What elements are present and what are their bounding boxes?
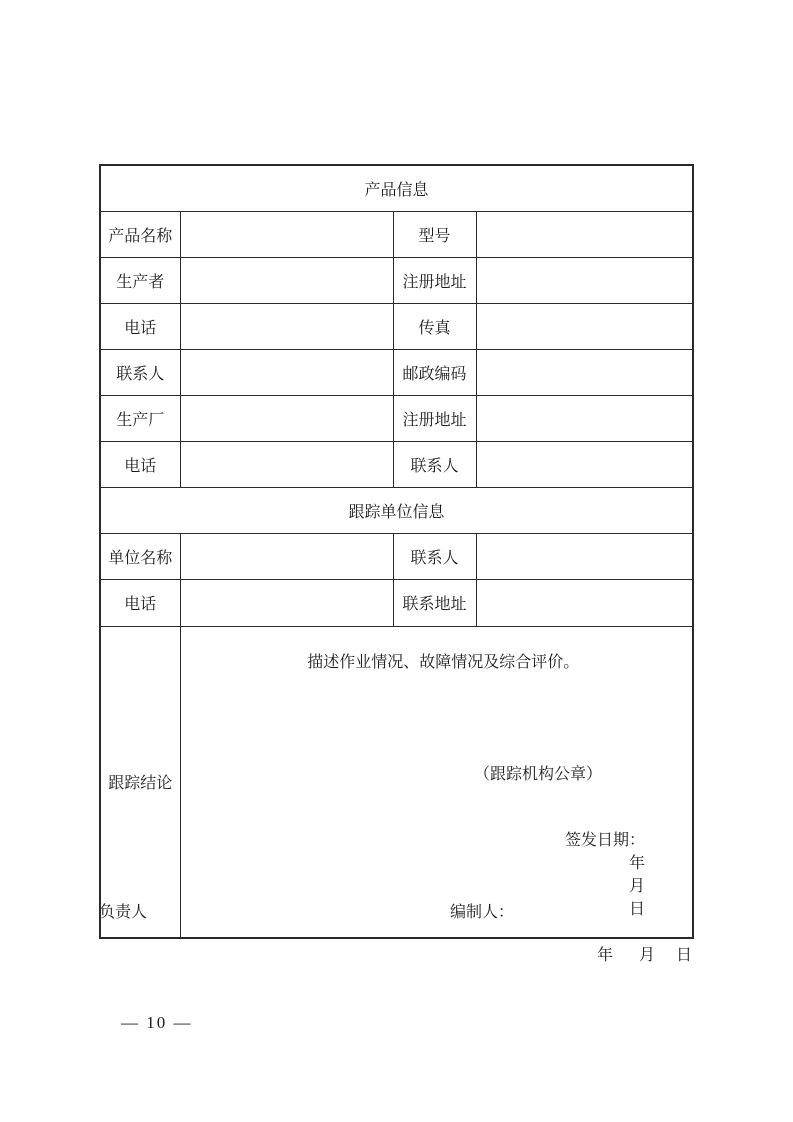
compiler-label: 编制人： bbox=[450, 904, 515, 921]
cell-label-factory-contact: 联系人 bbox=[393, 441, 476, 487]
cell-label-contact-address: 联系地址 bbox=[393, 579, 476, 626]
cell-value-factory-phone bbox=[180, 441, 393, 487]
conclusion-description: 描述作业情况、故障情况及综合评价。 bbox=[307, 653, 580, 671]
cell-label-product-name: 产品名称 bbox=[100, 211, 180, 257]
table-row bbox=[100, 349, 693, 395]
cell-label-producer: 生产者 bbox=[100, 257, 180, 303]
cell-value-tracking-conclusion bbox=[180, 626, 693, 938]
cell-value-contact bbox=[180, 349, 393, 395]
cell-value-phone bbox=[180, 303, 393, 349]
cell-value-producer bbox=[180, 257, 393, 303]
cell-label-tracking-conclusion: 跟踪结论 bbox=[100, 626, 180, 938]
section-row-tracking-unit-info bbox=[100, 487, 693, 533]
cell-value-postal-code bbox=[476, 349, 693, 395]
issue-date-label: 签发日期： bbox=[565, 831, 646, 849]
cell-label-unit-phone: 电话 bbox=[100, 579, 180, 626]
product-info-table bbox=[99, 164, 694, 939]
responsible-person-label: 负责人 bbox=[99, 904, 148, 921]
issue-date-line bbox=[181, 809, 693, 937]
cell-label-postal-code: 邮政编码 bbox=[393, 349, 476, 395]
section-row-product-info bbox=[100, 165, 693, 211]
cell-label-fax: 传真 bbox=[393, 303, 476, 349]
cell-value-registered-address bbox=[476, 257, 693, 303]
cell-value-factory-registered-address bbox=[476, 395, 693, 441]
day-label: 日 bbox=[629, 900, 646, 918]
cell-label-factory-registered-address: 注册地址 bbox=[393, 395, 476, 441]
cell-value-model bbox=[476, 211, 693, 257]
cell-value-fax bbox=[476, 303, 693, 349]
footer-date-line bbox=[597, 942, 692, 965]
month-label: 月 bbox=[639, 947, 656, 964]
table-row bbox=[100, 303, 693, 349]
cell-value-unit-name bbox=[180, 533, 393, 579]
cell-label-registered-address: 注册地址 bbox=[393, 257, 476, 303]
page-number: — 10 — bbox=[121, 1013, 193, 1032]
table-row bbox=[100, 533, 693, 579]
cell-value-factory bbox=[180, 395, 393, 441]
table-row-conclusion bbox=[100, 626, 693, 938]
cell-value-unit-contact bbox=[476, 533, 693, 579]
cell-value-unit-phone bbox=[180, 579, 393, 626]
cell-value-contact-address bbox=[476, 579, 693, 626]
table-row bbox=[100, 579, 693, 626]
cell-label-factory-phone: 电话 bbox=[100, 441, 180, 487]
cell-label-model: 型号 bbox=[393, 211, 476, 257]
section-header-product-info: 产品信息 bbox=[100, 165, 693, 211]
day-label: 日 bbox=[676, 947, 693, 964]
section-header-tracking-unit-info: 跟踪单位信息 bbox=[100, 487, 693, 533]
table-row bbox=[100, 441, 693, 487]
month-label: 月 bbox=[629, 877, 646, 895]
year-label: 年 bbox=[597, 947, 614, 964]
cell-value-factory-contact bbox=[476, 441, 693, 487]
cell-label-unit-contact: 联系人 bbox=[393, 533, 476, 579]
table-row bbox=[100, 257, 693, 303]
cell-label-factory: 生产厂 bbox=[100, 395, 180, 441]
table-row bbox=[100, 395, 693, 441]
tracking-agency-seal-note: （跟踪机构公章） bbox=[474, 765, 603, 783]
cell-label-contact: 联系人 bbox=[100, 349, 180, 395]
cell-label-unit-name: 单位名称 bbox=[100, 533, 180, 579]
table-row bbox=[100, 211, 693, 257]
cell-label-phone: 电话 bbox=[100, 303, 180, 349]
cell-value-product-name bbox=[180, 211, 393, 257]
year-label: 年 bbox=[629, 854, 646, 872]
